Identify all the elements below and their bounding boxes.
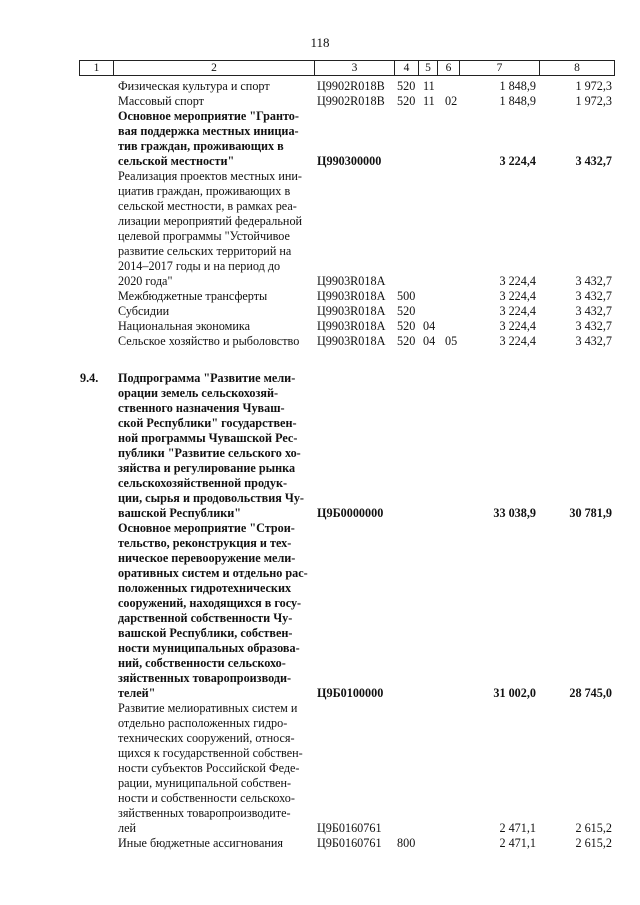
row-value-7: 2 471,1 <box>499 836 536 850</box>
row-name: Сельское хозяйство и рыболовство <box>118 334 300 348</box>
row-value-8: 3 432,7 <box>575 289 612 303</box>
row-value-7: 2 471,1 <box>499 821 536 835</box>
row-code: Ц9903R018А <box>317 274 386 288</box>
table-row <box>0 304 640 319</box>
page-number: 118 <box>310 35 330 50</box>
row-col5: 11 <box>423 94 435 108</box>
table-row <box>0 94 640 109</box>
row-value-7: 3 224,4 <box>499 319 536 333</box>
table-row <box>0 319 640 334</box>
row-value-7: 1 848,9 <box>499 79 536 93</box>
row-code: Ц9Б0160761 <box>317 821 382 835</box>
table-row <box>0 289 640 304</box>
row-col4: 520 <box>397 94 416 108</box>
row-name: Физическая культура и спорт <box>118 79 270 93</box>
row-col5: 04 <box>423 334 436 348</box>
row-value-8: 1 972,3 <box>575 94 612 108</box>
row-name: Развитие мелиоративных систем и отдельно расположенных гидро- технических сооружений, относя- щихся к государственной собствен- ности субъектов Российской Феде- рации, муниципальной собствен- ности и собственности сельскохо- зяйственных товаропроизводите- лей <box>118 701 303 835</box>
header-col-8: 8 <box>574 62 580 74</box>
row-spacer <box>0 349 640 371</box>
table-row <box>0 371 640 521</box>
table-row <box>0 701 640 836</box>
row-col4: 520 <box>397 334 416 348</box>
row-code: Ц9903R018А <box>317 319 386 333</box>
table-row <box>0 169 640 289</box>
row-code: Ц9903R018А <box>317 334 386 348</box>
row-col4: 520 <box>397 319 416 333</box>
row-value-8: 2 615,2 <box>575 836 612 850</box>
row-col6: 02 <box>445 94 458 108</box>
row-col4: 500 <box>397 289 416 303</box>
table-body <box>0 79 640 851</box>
header-col-2: 2 <box>114 61 315 75</box>
row-code: Ц9903R018А <box>317 289 386 303</box>
row-name: Основное мероприятие "Строи- тельство, реконструкция и тех- ническое перевооружение мели- оративных систем и отдельно рас- положенных гидротехнических сооружений, находящихся в госу- дарственной собственности Чу- вашской Республики, собствен- ности муниципальных образова- ний, собственности сельскохо- зяйственных товаропроизводи- телей" <box>118 521 308 700</box>
row-value-7: 33 038,9 <box>493 506 536 520</box>
table-row <box>0 79 640 94</box>
row-col4: 520 <box>397 304 416 318</box>
row-code: Ц990300000 <box>317 154 382 168</box>
row-value-8: 30 781,9 <box>569 506 612 520</box>
row-value-7: 3 224,4 <box>499 274 536 288</box>
table-row <box>0 109 640 169</box>
row-col5: 11 <box>423 79 435 93</box>
row-number: 9.4. <box>80 371 99 385</box>
row-value-8: 28 745,0 <box>569 686 612 700</box>
row-col6: 05 <box>445 334 458 348</box>
row-name: Основное мероприятие "Гранто- вая поддержка местных инициа- тив граждан, проживающих в сельской местности" <box>118 109 299 168</box>
table-header <box>79 60 615 76</box>
row-name: Межбюджетные трансферты <box>118 289 268 303</box>
header-col-6: 6 <box>438 61 460 75</box>
row-value-7: 31 002,0 <box>493 686 536 700</box>
row-code: Ц9Б0000000 <box>317 506 384 520</box>
row-name: Иные бюджетные ассигнования <box>118 836 284 850</box>
row-col5: 04 <box>423 319 436 333</box>
row-code: Ц9Б0100000 <box>317 686 384 700</box>
row-name: Реализация проектов местных ини- циатив граждан, проживающих в сельской местности, в рамках реа- лизации мероприятий федеральной целевой программы "Устойчивое развитие сельских территорий на 2014–2017 годы и на период до 2020 года" <box>118 169 303 288</box>
row-name: Подпрограмма "Развитие мели- орации земель сельскохозяй- ственного назначения Чуваш- ской Республики" государствен- ной программы Чувашской Рес- публики "Развитие сельского хо- зяйства и регулирование рынка сельскохозяйственной продук- ции, сырья и продовольствия Чу- вашской Республики" <box>118 371 304 520</box>
row-value-8: 3 432,7 <box>575 274 612 288</box>
row-value-8: 1 972,3 <box>575 79 612 93</box>
header-col-3: 3 <box>315 61 395 75</box>
row-value-8: 3 432,7 <box>575 304 612 318</box>
table-row <box>0 334 640 349</box>
header-col-5: 5 <box>419 61 438 75</box>
row-code: Ц9902R018В <box>317 79 385 93</box>
row-value-8: 3 432,7 <box>575 154 612 168</box>
row-name: Массовый спорт <box>118 94 204 108</box>
row-name: Национальная экономика <box>118 319 251 333</box>
row-value-7: 3 224,4 <box>499 289 536 303</box>
row-value-8: 2 615,2 <box>575 821 612 835</box>
row-col4: 520 <box>397 79 416 93</box>
row-value-7: 1 848,9 <box>499 94 536 108</box>
header-col-4: 4 <box>395 61 419 75</box>
row-value-7: 3 224,4 <box>499 304 536 318</box>
row-value-7: 3 224,4 <box>499 154 536 168</box>
row-code: Ц9902R018В <box>317 94 385 108</box>
table-row <box>0 836 640 851</box>
header-col-7: 7 <box>460 61 540 75</box>
row-value-8: 3 432,7 <box>575 319 612 333</box>
row-code: Ц9903R018А <box>317 304 386 318</box>
row-code: Ц9Б0160761 <box>317 836 382 850</box>
row-value-7: 3 224,4 <box>499 334 536 348</box>
row-name: Субсидии <box>118 304 170 318</box>
row-col4: 800 <box>397 836 416 850</box>
row-value-8: 3 432,7 <box>575 334 612 348</box>
header-col-1: 1 <box>80 61 114 75</box>
table-row <box>0 521 640 701</box>
